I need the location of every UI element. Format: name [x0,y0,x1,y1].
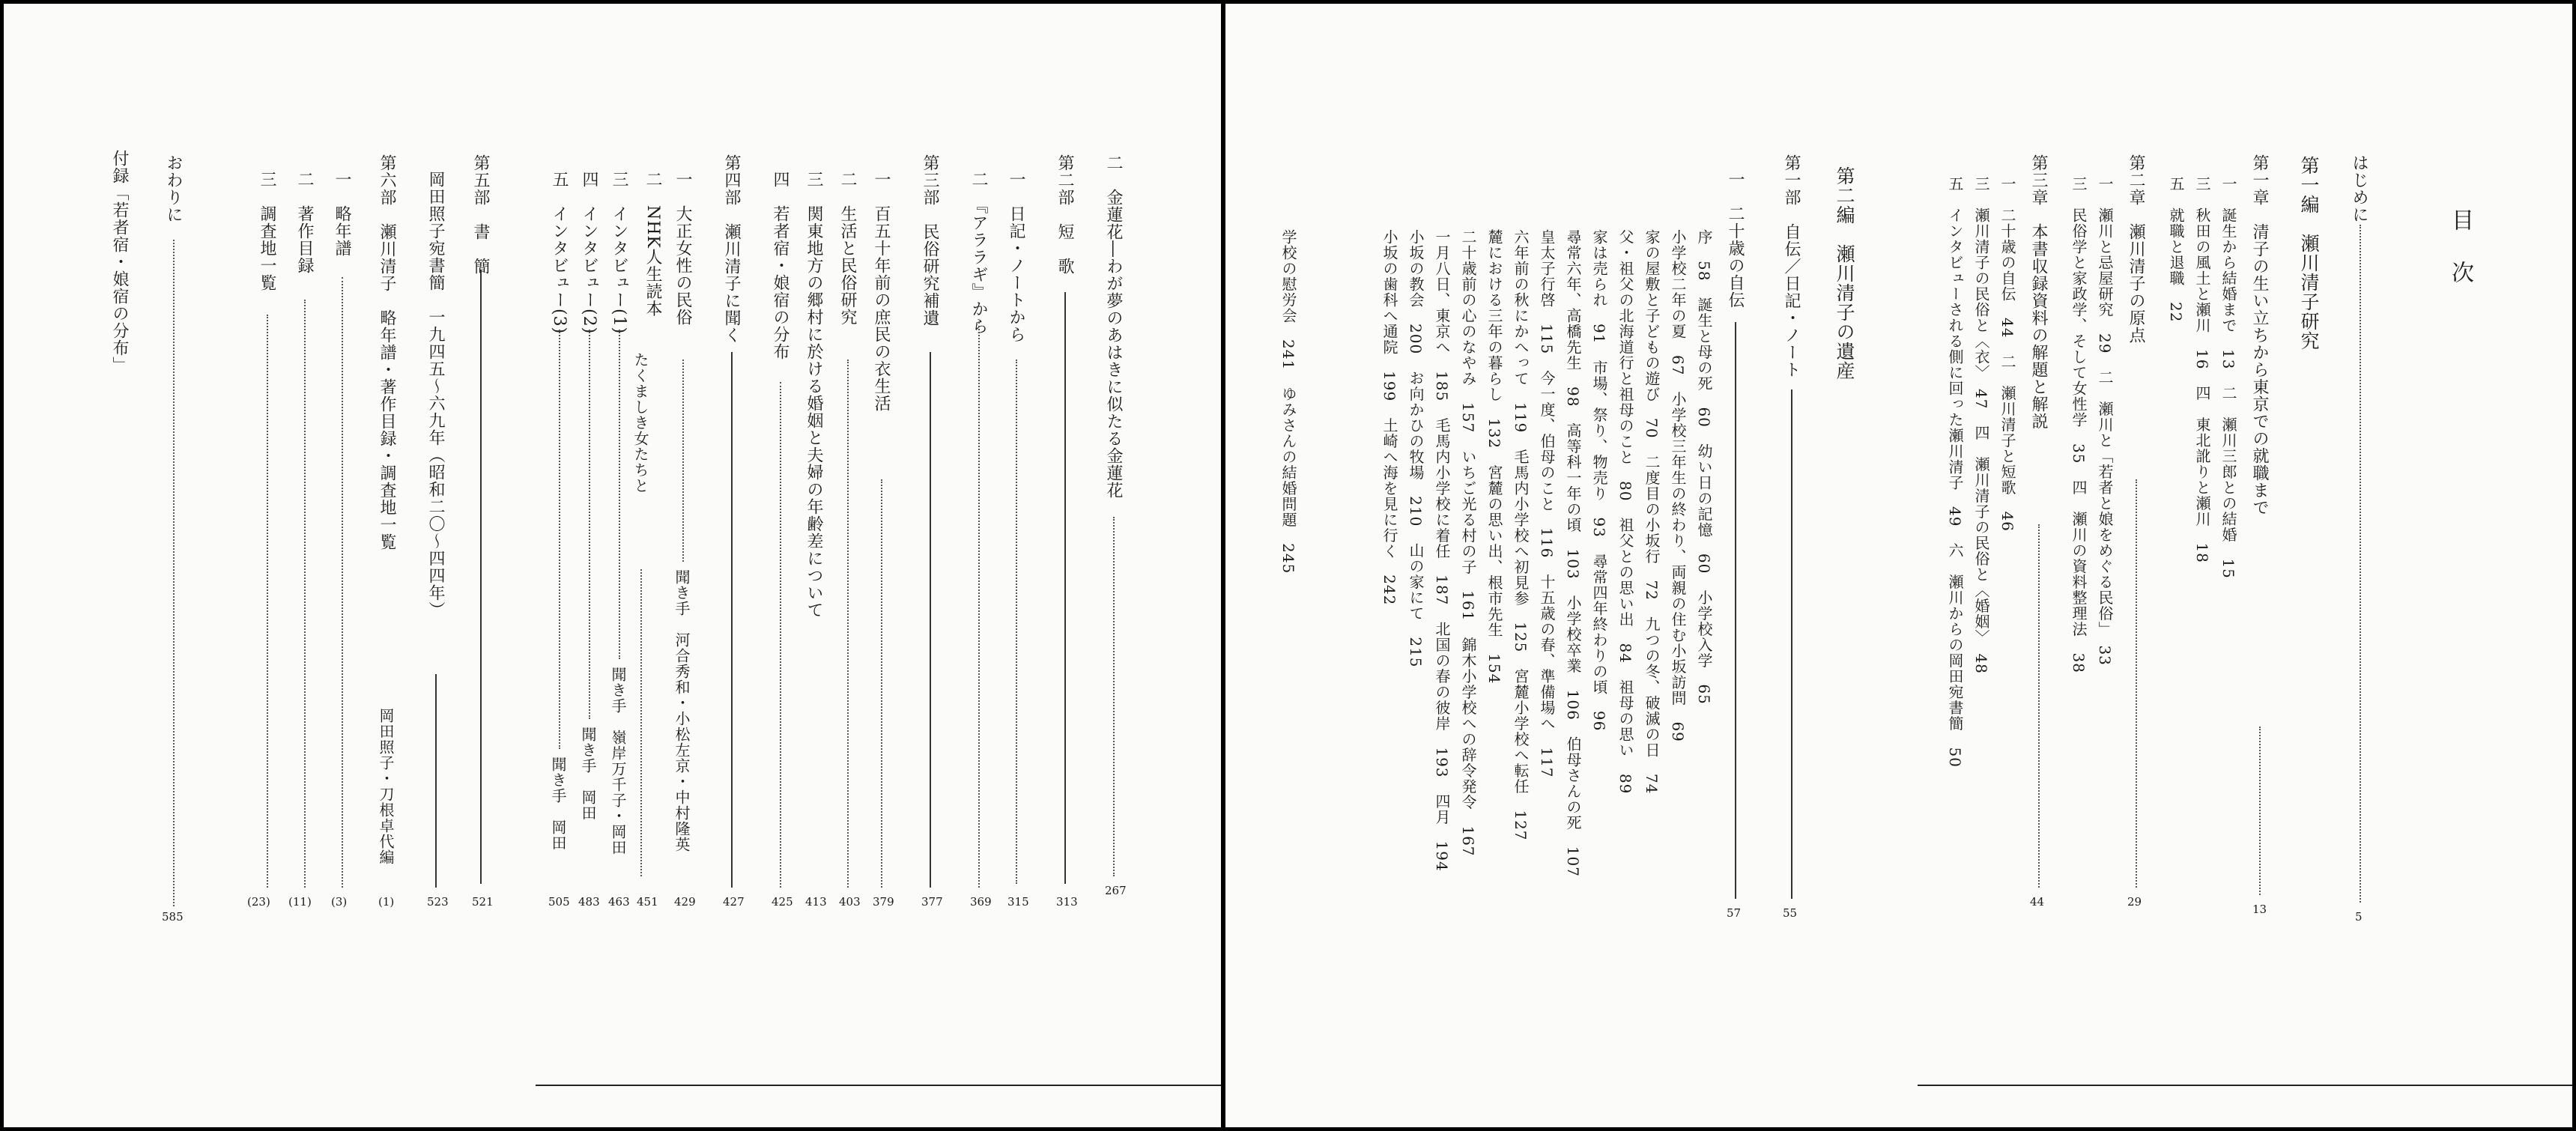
toc-p6-3[interactable]: 三 調査地一覧 [258,171,276,291]
page-number: (3) [331,895,348,909]
toc-furoku[interactable]: 付録「若者宿・娘宿の分布」 [110,150,129,374]
toc-hen1[interactable]: 第一編 瀬川清子研究 [2298,156,2320,351]
toc-p1-r14: 学校の慰労会 241 ゆみさんの結婚問題 245 [1279,229,1297,574]
page-number: 427 [723,895,745,909]
leader [2259,727,2261,895]
toc-part1[interactable]: 第一部 自伝／日記・ノート [1782,154,1801,378]
toc-ch1-r3: 五 就職と退職 22 [2167,176,2185,323]
toc-p1-r8: 六年前の秋にかへって 119 毛馬内小学校へ初見参 125 宮麓小学校へ転任 127 [1512,229,1530,841]
toc-p1-r11: 一月八日、東京へ 185 毛馬内小学校に着任 187 北国の春の彼岸 193 四月 194 [1433,229,1451,872]
page-number: 267 [1105,884,1127,897]
toc-part2[interactable]: 第二部 短 歌 [1055,154,1074,275]
toc-p1-r6: 尋常六年、高橋先生 98 高等科一年の頃 103 小学校卒業 106 伯母さんの死 107 [1564,229,1582,877]
toc-title: 目次 [2447,208,2473,313]
toc-p4-3[interactable]: 三 インタビュー(1) [610,171,628,335]
toc-p6-2[interactable]: 二 著作目録 [295,171,314,274]
page-number: (1) [378,895,395,909]
toc-p4-5-sub: 聞き手 岡田 [549,756,567,851]
page-number: 585 [162,910,184,924]
toc-p4-2[interactable]: 二 NHK人生読本 [643,171,662,318]
leader [342,277,343,888]
leader [619,330,620,659]
rule [1064,292,1066,884]
leader [304,300,306,888]
right-page [1225,4,2572,1127]
leader [2038,524,2040,888]
toc-ch3-r1: 一 二十歳の自伝 44 二 瀬川清子と短歌 46 [1998,176,2016,532]
toc-p1-r12: 小坂の教会 200 お向かひの牧場 210 山の家にて 215 [1407,229,1425,668]
page-number: 483 [578,895,600,909]
leader [1113,517,1115,876]
toc-hen2[interactable]: 第二編 瀬川清子の遺産 [1834,166,1855,380]
toc-owari[interactable]: おわりに [164,154,183,223]
page-number: 13 [2252,903,2267,916]
page-number: 55 [1783,906,1798,920]
toc-part6[interactable]: 第六部 瀬川清子 略年譜・著作目録・調査地一覧 [378,154,396,551]
toc-p1-1[interactable]: 一 二十歳の自伝 [1726,171,1745,309]
rule [930,352,931,888]
toc-p1-r5: 家は売られ 91 市場、祭り、物売り 93 尋常四年終わりの頃 96 [1590,229,1608,732]
leader [780,382,781,888]
page-number: 369 [970,895,992,909]
rule [435,674,437,888]
leader [589,330,590,719]
toc-p1-r10: 二十歳前の心のなやみ 157 いちご光る村の子 161 錦木小学校への辞令発令 167 [1459,229,1477,857]
rule [731,352,733,888]
toc-p4-3-sub: 聞き手 嶺岸万千子・岡田 [609,667,627,855]
leader [2136,479,2137,888]
rule [480,270,482,884]
toc-p2-1[interactable]: 一 日記・ノートから [1007,171,1025,343]
page-number: 451 [637,895,658,909]
toc-part5[interactable]: 第五部 書 簡 [471,154,490,275]
leader [2360,225,2361,903]
leader [978,322,980,888]
leader [640,569,642,876]
toc-p4-5[interactable]: 五 インタビュー(3) [550,171,569,335]
page-number: 5 [2355,910,2363,924]
rule [1735,322,1736,899]
page-number: 29 [2127,895,2142,909]
page-number: 523 [427,895,449,909]
leader [559,330,560,749]
page-edge-right [1918,1085,2572,1127]
page-number: 313 [1056,895,1078,909]
toc-part6-sub: 岡田照子・刀根卓代編 [377,708,395,865]
toc-p4-4[interactable]: 四 インタビュー(2) [580,171,598,335]
toc-p4-4-sub: 聞き手 岡田 [579,727,597,821]
page-number: 429 [674,895,696,909]
leader [881,479,882,888]
page-number: 379 [873,895,894,909]
toc-ch3[interactable]: 第三章 本書収録資料の解題と解説 [2029,154,2048,430]
rule [1791,389,1792,899]
leader [682,360,684,562]
toc-p1-r2: 小学校二年の夏 67 小学校三年生の終わり、両親の住む小坂訪問 69 [1669,229,1687,742]
leader [173,240,175,906]
toc-ch2[interactable]: 第二章 瀬川清子の原点 [2127,154,2145,344]
toc-p3-4[interactable]: 四 若者宿・娘宿の分布 [771,171,790,360]
toc-p5-1[interactable]: 岡田照子宛書簡 一九四五～六九年（昭和二〇～四四年） [426,171,445,619]
page-number: 521 [472,895,494,909]
toc-p3-3[interactable]: 三 関東地方の郷村に於ける婚姻と夫婦の年齢差について [804,171,823,619]
leader [1016,360,1017,884]
toc-p4-2-sub: たくましき女たちと [631,352,649,494]
page-number: 44 [2030,895,2045,909]
page-number: 425 [772,895,793,909]
toc-ch1[interactable]: 第一章 清子の生い立ちから東京での就職まで [2250,154,2269,516]
toc-ch2-r1: 一 瀬川と忌屋研究 29 二 瀬川と「若者と娘をめぐる民俗」 33 [2096,176,2114,666]
page-number: (11) [288,895,312,909]
toc-ch1-r1: 一 誕生から結婚まで 13 二 瀬川三郎との結婚 15 [2219,176,2237,579]
toc-part3[interactable]: 第三部 民俗研究補遺 [921,154,939,327]
toc-ch3-r3: 五 インタビューされる側に回った瀬川清子 49 六 瀬川からの岡田宛書簡 50 [1946,176,1964,768]
toc-p6-1[interactable]: 一 略年譜 [333,171,351,257]
toc-p4-1-sub: 聞き手 河合秀和・小松左京・中村隆英 [673,569,691,852]
toc-p1-r13: 小坂の歯科へ通院 199 土崎へ海を見に行く 242 [1381,229,1398,606]
toc-ch1-r2: 三 秋田の風土と瀬川 16 四 東北訛りと瀬川 18 [2193,176,2211,563]
page-number: 505 [548,895,570,909]
toc-p1-r7: 皇太子行啓 115 今一度、伯母のこと 116 十五歳の春、準備場へ 117 [1538,229,1556,778]
page-edge-left [536,1085,1221,1127]
toc-p1-r3: 家の屋敷と子どもの遊び 70 二度目の小坂行 72 九つの冬、破滅の日 74 [1643,229,1661,795]
toc-p1-r4: 父・祖父の北海道行と祖母のこと 80 祖父との思い出 84 祖母の思い 89 [1616,229,1634,795]
page-number: (23) [247,895,270,909]
page-number: 315 [1007,895,1029,909]
toc-p4-1[interactable]: 一 大正女性の民俗 [673,171,692,326]
toc-part4[interactable]: 第四部 瀬川清子に聞く [722,154,741,344]
toc-p2-2[interactable]: 二 『アララギ』から [969,171,988,335]
page-number: 403 [839,895,861,909]
page-number: 463 [608,895,630,909]
page-number: 57 [1727,906,1742,920]
toc-lp1[interactable]: 二 金蓮花―わが夢のあはきに似たる金蓮花 [1104,154,1123,499]
toc-ch3-r2: 三 瀬川清子の民俗と〈衣〉 47 四 瀬川清子の民俗と〈婚姻〉 48 [1972,176,1990,674]
page-number: 413 [805,895,827,909]
toc-hajimeni[interactable]: はじめに [2350,154,2369,223]
leader [267,315,268,888]
toc-p3-2[interactable]: 二 生活と民俗研究 [838,171,857,326]
toc-p3-1[interactable]: 一 百五十年前の庶民の衣生活 [872,171,891,412]
toc-ch2-r2: 三 民俗学と家政学、そして女性学 35 四 瀬川の資料整理法 38 [2070,176,2088,673]
toc-p1-r9: 麓における三年の暮らし 132 宮麓の思い出、根市先生 154 [1485,229,1503,685]
page-number: 377 [921,895,943,909]
toc-p1-r1: 序 58 誕生と母の死 60 幼い日の記憶 60 小学校入学 65 [1695,229,1713,705]
leader [847,360,849,888]
